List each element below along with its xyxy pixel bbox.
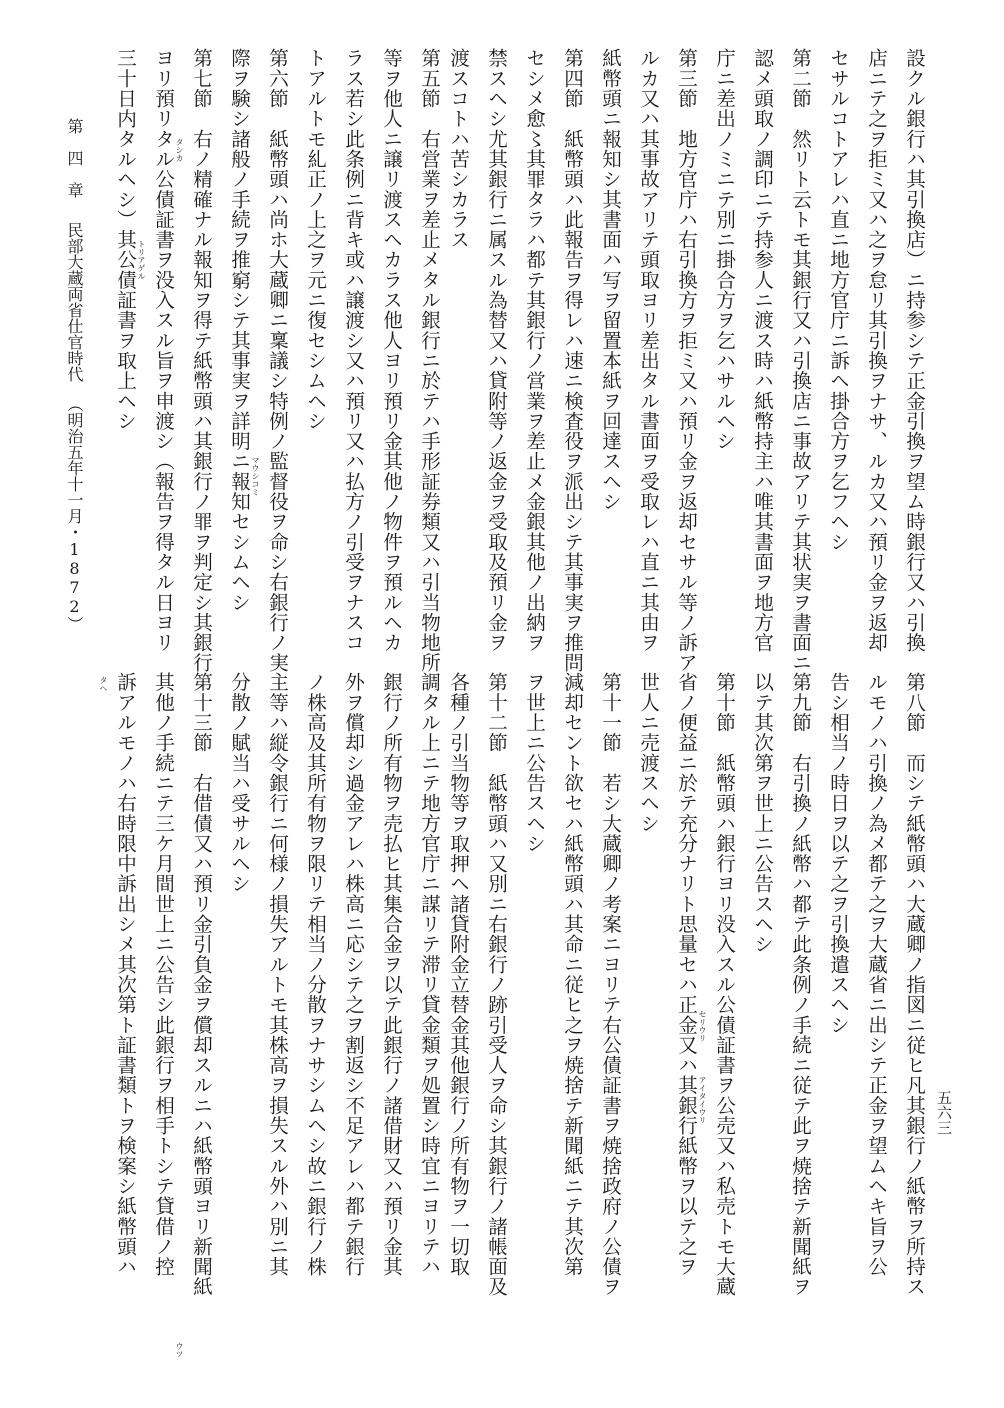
text-line: 紙幣頭ニ報知シ其書面ハ写ヲ留置本紙ヲ回達スヘシ [598, 48, 622, 512]
running-header [66, 118, 82, 632]
text-line: 其他ノ手続ニテ三ケ月間世上ニ公告シ此銀行ヲ相手トシテ貸借ノ控 [151, 672, 175, 1277]
text-line: 各種ノ引当物等ヲ取押ヘ諸貸附金立替金其他銀行ノ所有物ヲ一切取 [446, 672, 470, 1277]
text-line: 三十日内タルヘシ）其公債証書ヲ取上ヘシ [113, 48, 137, 431]
text-line: 第十節 紙幣頭ハ銀行ヨリ没入スル公債証書ヲ公売又ハ私売トモ大蔵 [712, 672, 736, 1297]
date-label: （明治五年十一月・1872） [65, 396, 84, 632]
chapter-label: 第 四 章 [65, 118, 84, 198]
text-line: 省ノ便益ニ於テ充分ナリト思量セハ正金又ハ其銀行紙幣ヲ以テ之ヲ [674, 672, 698, 1277]
text-line: セシメ愈〻其罪タラハ都テ其銀行ノ営業ヲ差止メ金銀其他ノ出納ヲ [522, 48, 546, 653]
ruby-gloss: ウツ [175, 1342, 184, 1358]
text-line: 渡スコトハ苦シカラス [446, 48, 470, 250]
text-line: 禁スヘシ尤其銀行ニ属スル為替又ハ貸附等ノ返金ヲ受取及預リ金ヲ [484, 48, 508, 653]
text-line: 庁ニ差出ノミニテ別ニ掛合方ヲ乞ハサルヘシ [712, 48, 736, 451]
text-line: ルカ又ハ其事故アリテ頭取ヨリ差出タル書面ヲ受取レハ直ニ其由ヲ [636, 48, 660, 653]
text-line: 第四節 紙幣頭ハ此報告ヲ得レハ速ニ検査役ヲ派出シテ其事実ヲ推問 [560, 48, 584, 673]
text-line: 告シ相当ノ時日ヲ以テ之ヲ引換遣スヘシ [826, 672, 850, 1035]
ruby-gloss: トリアゲル [137, 240, 146, 280]
text-line: 第十二節 紙幣頭ハ又別ニ右銀行ノ跡引受人ヲ命シ其銀行ノ諸帳面及 [484, 672, 508, 1297]
text-line: 店ニテ之ヲ拒ミ又ハ之ヲ怠リ其引換ヲナサ、ルカ又ハ預リ金ヲ返却 [864, 48, 888, 653]
text-line: 分散ノ賦当ハ受サルヘシ [227, 672, 251, 894]
ruby-gloss: マウシコミ [251, 456, 260, 496]
text-line: 銀行ノ所有物ヲ売払ヒ其集合金ヲ以テ此銀行ノ諸借財又ハ預リ金其 [379, 672, 403, 1277]
ruby-gloss: タシカ [175, 138, 184, 162]
text-line: ラス若シ此条例ニ背キ或ハ譲渡シ又ハ預リ又ハ払方ノ引受ヲナスコ [341, 48, 365, 653]
text-line: 第二節 然リト云トモ其銀行又ハ引換店ニ事故アリテ其状実ヲ書面ニ [788, 48, 812, 673]
text-line: ルモノハ引換ノ為メ都テ之ヲ大蔵省ニ出シテ正金ヲ望ムヘキ旨ヲ公 [864, 672, 888, 1277]
text-line: 外ヲ償却シ過金アレハ株高ニ応シテ之ヲ割返シ不足アレハ都テ銀行 [341, 672, 365, 1277]
text-line: 第六節 紙幣頭ハ尚ホ大蔵卿ニ稟議シ特例ノ監督役ヲ命シ右銀行ノ実 [265, 48, 289, 673]
text-line: 調タル上ニテ地方官庁ニ謀リテ滞リ貸金類ヲ処置シ時宜ニヨリテハ [417, 672, 441, 1277]
period-label: 民部大蔵両省仕官時代 [65, 222, 84, 382]
page-number: 五六三 [935, 1090, 953, 1135]
ruby-gloss: タヘ [99, 676, 108, 692]
text-line: 第十一節 若シ大蔵卿ノ考案ニヨリテ右公債証書ヲ焼捨政府ノ公債ヲ [598, 672, 622, 1297]
text-line: 主等ハ縦令銀行ニ何様ノ損失アルトモ其株高ヲ損失スル外ハ別ニ其 [265, 672, 289, 1277]
text-line: 第八節 而シテ紙幣頭ハ大蔵卿ノ指図ニ従ヒ凡其銀行ノ紙幣ヲ所持ス [902, 672, 926, 1297]
text-line: 認メ頭取ノ調印ニテ持参人ニ渡ス時ハ紙幣持主ハ唯其書面ヲ地方官 [750, 48, 774, 653]
text-line: ノ株高及其所有物ヲ限リテ相当ノ分散ヲナサシムヘシ故ニ銀行ノ株 [303, 672, 327, 1277]
text-line: 等ヲ他人ニ譲リ渡スヘカラス他人ヨリ預リ金其他ノ物件ヲ預ルヘカ [379, 48, 403, 653]
text-line: 以テ其次第ヲ世上ニ公告スヘシ [750, 672, 774, 955]
text-line: 第七節 右ノ精確ナル報知ヲ得テ紙幣頭ハ其銀行ノ罪ヲ判定シ其銀行 [189, 48, 213, 673]
text-line: ヨリ預リタル公債証書ヲ没入スル旨ヲ申渡シ（報告ヲ得タル日ヨリ [151, 48, 175, 653]
ruby-gloss: セリウリ [698, 1010, 707, 1042]
text-line: 際ヲ験シ諸般ノ手続ヲ推窮シテ其事実ヲ詳明ニ報知セシムヘシ [227, 48, 251, 613]
text-line: セサルコトアレハ直ニ地方官庁ニ訴ヘ掛合方ヲ乞フヘシ [826, 48, 850, 552]
text-line: 設クル銀行ハ其引換店）ニ持参シテ正金引換ヲ望ム時銀行又ハ引換 [902, 48, 926, 653]
text-line: 減却セント欲セハ紙幣頭ハ其命ニ従ヒ之ヲ焼捨テ新聞紙ニテ其次第 [560, 672, 584, 1277]
text-line: 第三節 地方官庁ハ右引換方ヲ拒ミ又ハ預リ金ヲ返却セサル等ノ訴ア [674, 48, 698, 673]
text-line: ヲ世上ニ公告スヘシ [522, 672, 546, 854]
text-line: 訴アルモノハ右時限中訴出シメ其次第ト証書類トヲ検案シ紙幣頭ハ [113, 672, 137, 1277]
text-line: トアルトモ糺正ノ上之ヲ元ニ復セシムヘシ [303, 48, 327, 431]
text-line: 第五節 右営業ヲ差止メタル銀行ニ於テハ手形証券類又ハ引当物地所 [417, 48, 441, 673]
text-line: 第九節 右引換ノ紙幣ハ都テ此条例ノ手続ニ従テ此ヲ焼捨テ新聞紙ヲ [788, 672, 812, 1297]
text-line: 第十三節 右借債又ハ預リ金引負金ヲ償却スルニハ紙幣頭ヨリ新聞紙 [189, 672, 213, 1297]
text-line: 世人ニ売渡スヘシ [636, 672, 660, 834]
ruby-gloss: アイタイウリ [698, 1076, 707, 1124]
